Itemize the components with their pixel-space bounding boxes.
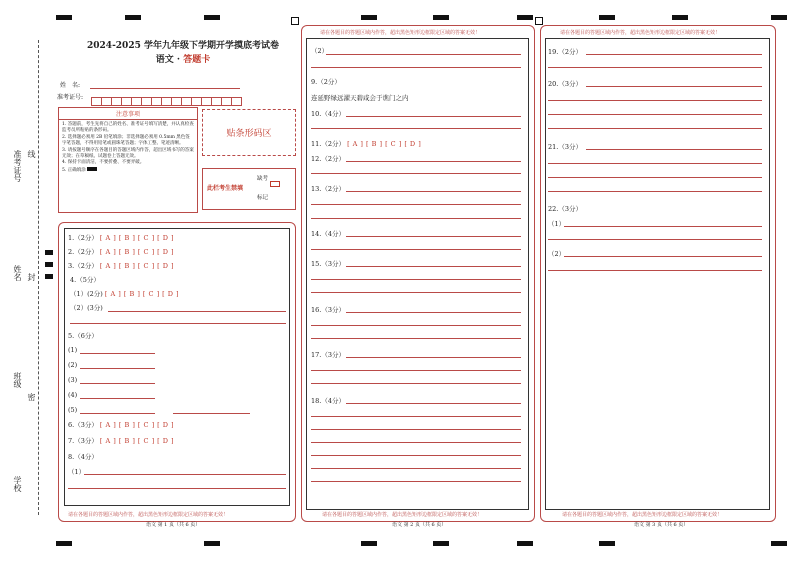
answer-line[interactable] [346,403,521,404]
question-1: 1.（2分） [ A ] [ B ] [ C ] [ D ] [68,234,175,242]
name-field[interactable] [90,88,240,89]
binding-line [38,40,39,515]
answer-line[interactable] [346,312,521,313]
notice-item: 1. 答题前，考生先将自己的姓名、准考证号填写清楚，并认真检查监考员所粘贴的条形码。 [62,122,194,134]
answer-line[interactable] [548,67,762,68]
question-4-2: （2）(3分) [70,304,103,312]
answer-line[interactable] [586,149,762,150]
question-9: 9.（2分） [311,78,341,86]
answer-line[interactable] [548,191,762,192]
choice-options[interactable]: [ A ] [ B ] [ C ] [ D ] [99,262,175,270]
question-22-2: （2） [548,250,566,258]
subtitle [68,52,298,65]
notice-item: 4. 保持卡面清洁，不要折叠、不要弄破。 [62,160,145,166]
question-22: 22.（3分） [548,205,582,213]
question-5-2: (2) [68,361,78,369]
registration-mark [361,541,377,546]
registration-mark [56,15,72,20]
notice-item: 3. 请按题号顺序在各题目的答题区域内作答，超出区域书写的答案无效；在草稿纸、试题卷上答题无效。 [62,147,194,160]
question-20: 20.（3分） [548,80,582,88]
question-c2-2: （2） [311,47,329,55]
answer-line[interactable] [80,413,155,414]
answer-line[interactable] [326,54,521,55]
warning-text: 请在各题目的答题区域内作答，超出黑色矩形边框限定区域的答案无效！ [68,512,229,518]
absent-checkbox[interactable] [270,181,280,187]
answer-line[interactable] [311,218,521,219]
answer-line[interactable] [548,177,762,178]
answer-line[interactable] [311,173,521,174]
answer-line[interactable] [346,116,521,117]
notice-title: 注意事项 [59,108,197,120]
question-8-1: （1） [68,468,86,476]
question-12: 12.（2分） [311,155,345,163]
question-3: 3.（2分） [ A ] [ B ] [ C ] [ D ] [68,262,175,270]
id-label: 准考证号: [57,94,84,101]
registration-mark [599,15,615,20]
answer-line[interactable] [311,370,521,371]
choice-options[interactable]: [ A ] [ B ] [ C ] [ D ] [99,234,175,242]
question-6: 6.（3分） [ A ] [ B ] [ C ] [ D ] [68,421,175,429]
registration-mark [125,15,141,20]
registration-mark [771,541,787,546]
answer-line[interactable] [311,429,521,430]
answer-line[interactable] [311,481,521,482]
question-4: 4.（5分） [70,276,100,284]
question-14: 14.（4分） [311,230,345,238]
question-5-1: (1) [68,346,78,354]
notice-list [59,120,197,176]
question-22-1: （1） [548,220,566,228]
registration-mark [204,15,220,20]
question-5-4: (4) [68,391,78,399]
answer-line[interactable] [311,204,521,205]
answer-line[interactable] [84,474,286,475]
answer-line[interactable] [311,455,521,456]
answer-line[interactable] [80,368,155,369]
answer-line[interactable] [548,163,762,164]
answer-line[interactable] [80,383,155,384]
registration-mark [517,541,533,546]
corner-mark [291,17,299,25]
answer-line[interactable] [548,239,762,240]
warning-text: 请在各题目的答题区域内作答，超出黑色矩形边框限定区域的答案无效！ [562,512,723,518]
question-4-1: （1）(2分) [ A ] [ B ] [ C ] [ D ] [70,290,180,298]
question-9-text: 连延野绿远濯天碧咸会于谯门之内 [311,94,409,102]
proctor-box [202,168,296,210]
mark-label: 标记 [257,195,269,201]
answer-line[interactable] [564,226,762,227]
answer-line[interactable] [311,442,521,443]
answer-line[interactable] [586,86,762,87]
answer-line[interactable] [311,128,521,129]
question-5-5: (5) [68,406,78,414]
answer-line[interactable] [311,67,521,68]
choice-options[interactable]: [ A ] [ B ] [ C ] [ D ] [104,290,180,298]
side-label-line: 线 [27,150,36,158]
side-mark [45,274,53,279]
question-15: 15.（3分） [311,260,345,268]
side-label-seal: 封 [27,273,36,281]
name-label: 姓 名: [60,82,81,89]
answer-line[interactable] [346,236,521,237]
notice-item: 2. 选择题必须用 2B 铅笔填涂；非选择题必须用 0.5mm 黑色签字笔答题，不得用铅笔或圆珠笔答题；字体工整、笔迹清晰。 [62,134,190,147]
warning-text: 请在各题目的答题区域内作答，超出黑色矩形边框限定区域的答案无效！ [320,30,481,36]
corner-mark [535,17,543,25]
registration-mark [771,15,787,20]
absent-label: 缺考 [257,176,269,182]
question-17: 17.（3分） [311,351,345,359]
answer-line[interactable] [548,270,762,271]
question-5-3: (3) [68,376,78,384]
side-label-school: 学校 [13,476,22,492]
proctor-label: 此栏考生禁填 [207,185,244,192]
registration-mark [433,15,449,20]
answer-line[interactable] [346,161,521,162]
registration-mark [204,541,220,546]
answer-line[interactable] [548,100,762,101]
registration-mark [56,541,72,546]
question-21: 21.（3分） [548,143,582,151]
warning-text: 请在各题目的答题区域内作答，超出黑色矩形边框限定区域的答案无效！ [560,30,721,36]
side-mark [45,262,53,267]
question-7: 7.（3分） [ A ] [ B ] [ C ] [ D ] [68,437,175,445]
answer-line[interactable] [70,323,286,324]
question-11: 11.（2分） [ A ] [ B ] [ C ] [ D ] [311,140,422,148]
page-footer-1: 语文 第 1 页（共 6 页） [146,522,201,528]
answer-line[interactable] [548,128,762,129]
choice-options[interactable]: [ A ] [ B ] [ C ] [ D ] [99,437,175,445]
question-5: 5.（6分） [68,332,98,340]
answer-line[interactable] [311,468,521,469]
answer-line[interactable] [311,383,521,384]
answer-line[interactable] [311,325,521,326]
answer-line[interactable] [548,114,762,115]
notice-item: 5. 正确填涂 [62,167,194,174]
notice-box [58,107,198,213]
page-footer-2: 语文 第 2 页（共 6 页） [392,522,447,528]
answer-region-3 [545,38,770,510]
choice-options[interactable]: [ A ] [ B ] [ C ] [ D ] [99,421,175,429]
answer-line[interactable] [80,398,155,399]
question-16: 16.（3分） [311,306,345,314]
answer-line[interactable] [68,488,286,489]
answer-line[interactable] [311,249,521,250]
subject: 语文 · [155,55,184,65]
answer-line[interactable] [346,266,521,267]
warning-text: 请在各题目的答题区域内作答，超出黑色矩形边框限定区域的答案无效！ [322,512,483,518]
answer-line[interactable] [311,416,521,417]
filled-sample [87,167,97,171]
page-title: 2024-2025 学年九年级下学期开学摸底考试卷 [87,41,279,51]
registration-mark [517,15,533,20]
question-19: 19.（2分） [548,48,582,56]
side-label-name: 姓名 [13,265,22,281]
registration-mark [361,15,377,20]
side-mark [45,250,53,255]
question-18: 18.（4分） [311,397,345,405]
answer-line[interactable] [564,256,762,257]
answer-line[interactable] [311,279,521,280]
choice-options[interactable]: [ A ] [ B ] [ C ] [ D ] [347,140,422,148]
registration-mark [433,541,449,546]
answer-line[interactable] [311,292,521,293]
side-label-class: 班级 [13,372,22,388]
answer-line[interactable] [346,191,521,192]
answer-line[interactable] [80,353,155,354]
side-label-secret: 密 [27,393,36,401]
question-8: 8.（4分） [68,453,98,461]
question-13: 13.（2分） [311,185,345,193]
question-10: 10.（4分） [311,110,345,118]
answer-line[interactable] [108,311,286,312]
sheet-label: 答题卡 [183,55,211,65]
registration-mark [672,15,688,20]
registration-mark [599,541,615,546]
answer-line[interactable] [173,413,250,414]
side-label-id: 准考证号 [13,150,22,182]
answer-line[interactable] [311,338,521,339]
choice-options[interactable]: [ A ] [ B ] [ C ] [ D ] [99,248,175,256]
page-footer-3: 语文 第 3 页（共 6 页） [634,522,689,528]
question-2: 2.（2分） [ A ] [ B ] [ C ] [ D ] [68,248,175,256]
answer-line[interactable] [346,357,521,358]
answer-line[interactable] [586,54,762,55]
barcode-area: 贴条形码区 [202,109,296,156]
